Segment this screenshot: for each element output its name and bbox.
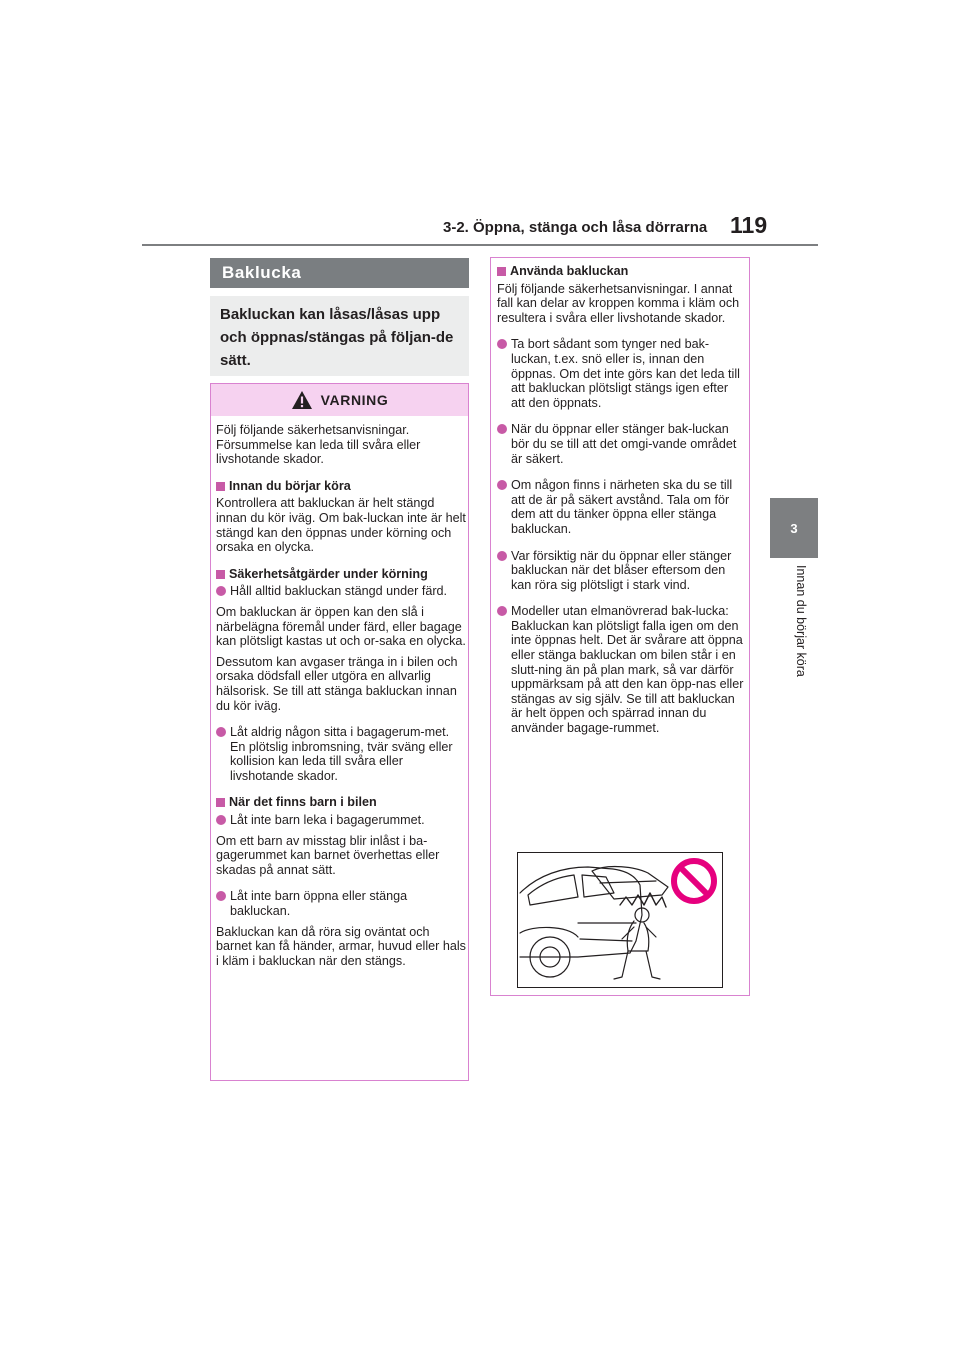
bullet-item — [497, 337, 745, 410]
square-bullet-icon — [497, 267, 506, 276]
round-bullet-icon — [497, 480, 507, 490]
subheading — [216, 795, 466, 810]
usage-content — [497, 264, 745, 742]
round-bullet-icon — [216, 586, 226, 596]
bullet-text: Håll alltid bakluckan stängd under färd. — [230, 584, 448, 599]
paragraph: Om bakluckan är öppen kan den slå i närbelägna föremål under färd, eller bagage kan plötsligt kastas ut och or-saka en olycka. — [216, 604, 466, 649]
section-title: Baklucka — [210, 258, 469, 288]
round-bullet-icon — [497, 606, 507, 616]
subheading-text: Innan du börjar köra — [229, 478, 351, 493]
square-bullet-icon — [216, 798, 225, 807]
bullet-item — [497, 549, 745, 593]
bullet-item — [216, 725, 466, 783]
bullet-text: Om någon finns i närheten ska du se till att de är på säkert avstånd. Tala om för dem att du tänker öppna eller stänga bakluckan. — [511, 478, 733, 536]
square-bullet-icon — [216, 482, 225, 491]
bullet-text: Låt inte barn leka i bagagerummet. — [230, 813, 425, 828]
warning-content — [216, 423, 466, 974]
subheading — [216, 479, 466, 494]
subheading-text: Säkerhetsåtgärder under körning — [229, 566, 428, 581]
paragraph: Dessutom kan avgaser tränga in i bilen och orsaka dödsfall eller utgöra en allvarlig hälsorisk. Se till att stänga bakluckan innan du kör iväg. — [216, 654, 458, 713]
bullet-item — [497, 604, 745, 735]
section-intro: Bakluckan kan låsas/låsas upp och öppnas/stängas på följan-de sätt. — [210, 296, 469, 376]
subheading-text: Använda bakluckan — [510, 264, 629, 278]
warning-triangle-icon — [291, 390, 313, 410]
bullet-item — [497, 422, 745, 466]
warning-header — [211, 384, 468, 416]
bullet-item — [216, 584, 466, 599]
subheading — [497, 264, 745, 279]
bullet-item — [216, 889, 466, 918]
header-divider — [142, 244, 818, 246]
bullet-item — [216, 813, 466, 828]
warning-title: VARNING — [320, 392, 389, 408]
bullet-text: Låt inte barn öppna eller stänga bakluckan. — [230, 889, 408, 919]
chapter-heading: 3-2. Öppna, stänga och låsa dörrarna — [443, 219, 708, 236]
paragraph: Följ följande säkerhetsanvisningar. I annat fall kan delar av kroppen komma i kläm och resultera i svåra eller livshotande skador. — [497, 281, 740, 325]
warning-intro: Följ följande säkerhetsanvisningar. Försummelse kan leda till svåra eller livshotande skador. — [216, 423, 421, 467]
round-bullet-icon — [216, 891, 226, 901]
paragraph: Kontrollera att bakluckan är helt stängd innan du kör iväg. Om bak-luckan inte är helt stängd kan den öppnas under körning och orsaka en olycka. — [216, 496, 466, 555]
bullet-text: Låt aldrig någon sitta i bagagerum-met. En plötslig inbromsning, tvär sväng eller kollision kan leda till svåra eller livshotande skador. — [230, 725, 453, 783]
chapter-tab: 3 — [770, 498, 818, 558]
paragraph: Om ett barn av misstag blir inlåst i ba-gagerummet kan barnet överhettas eller skadas på annat sätt. — [216, 833, 440, 877]
bullet-text: Var försiktig när du öppnar eller stänger bakluckan när det blåser eftersom den kan röra sig plötsligt i stark vind. — [511, 548, 732, 592]
subheading — [216, 567, 466, 582]
round-bullet-icon — [497, 339, 507, 349]
round-bullet-icon — [497, 424, 507, 434]
chapter-side-label: Innan du börjar köra — [794, 565, 808, 677]
subheading-text: När det finns barn i bilen — [229, 795, 377, 810]
square-bullet-icon — [216, 570, 225, 579]
round-bullet-icon — [216, 815, 226, 825]
bullet-item — [497, 478, 745, 536]
bullet-text: Ta bort sådant som tynger ned bak-luckan, t.ex. snö eller is, innan den öppnas. Om det inte görs kan det leda till att bakluckan plötsligt stängs igen efter att den öppnats. — [511, 337, 740, 410]
paragraph: Bakluckan kan då röra sig oväntat och barnet kan få händer, armar, huvud eller hals i kläm i bakluckan när den stängs. — [216, 924, 466, 968]
page-number: 119 — [730, 212, 768, 238]
usage-box — [490, 257, 750, 996]
round-bullet-icon — [497, 551, 507, 561]
round-bullet-icon — [216, 727, 226, 737]
prohibition-icon — [669, 856, 719, 906]
bullet-text: När du öppnar eller stänger bak-luckan bör du se till att det omgi-vande området är säkert. — [511, 422, 737, 466]
bullet-text: Modeller utan elmanövrerad bak-lucka: Bakluckan kan plötsligt falla igen om den inte öppnas helt. Det är svårare att öppna eller stänga bakluckan om bilen står i en slutt-ning än på plan mark, så var därför uppmärksam på att den kan öpp-nas eller stängas av sig själv. Se till att bakluckan är helt öppen och spärrad innan du använder bagage-rummet. — [511, 604, 744, 736]
warning-box — [210, 383, 469, 1081]
